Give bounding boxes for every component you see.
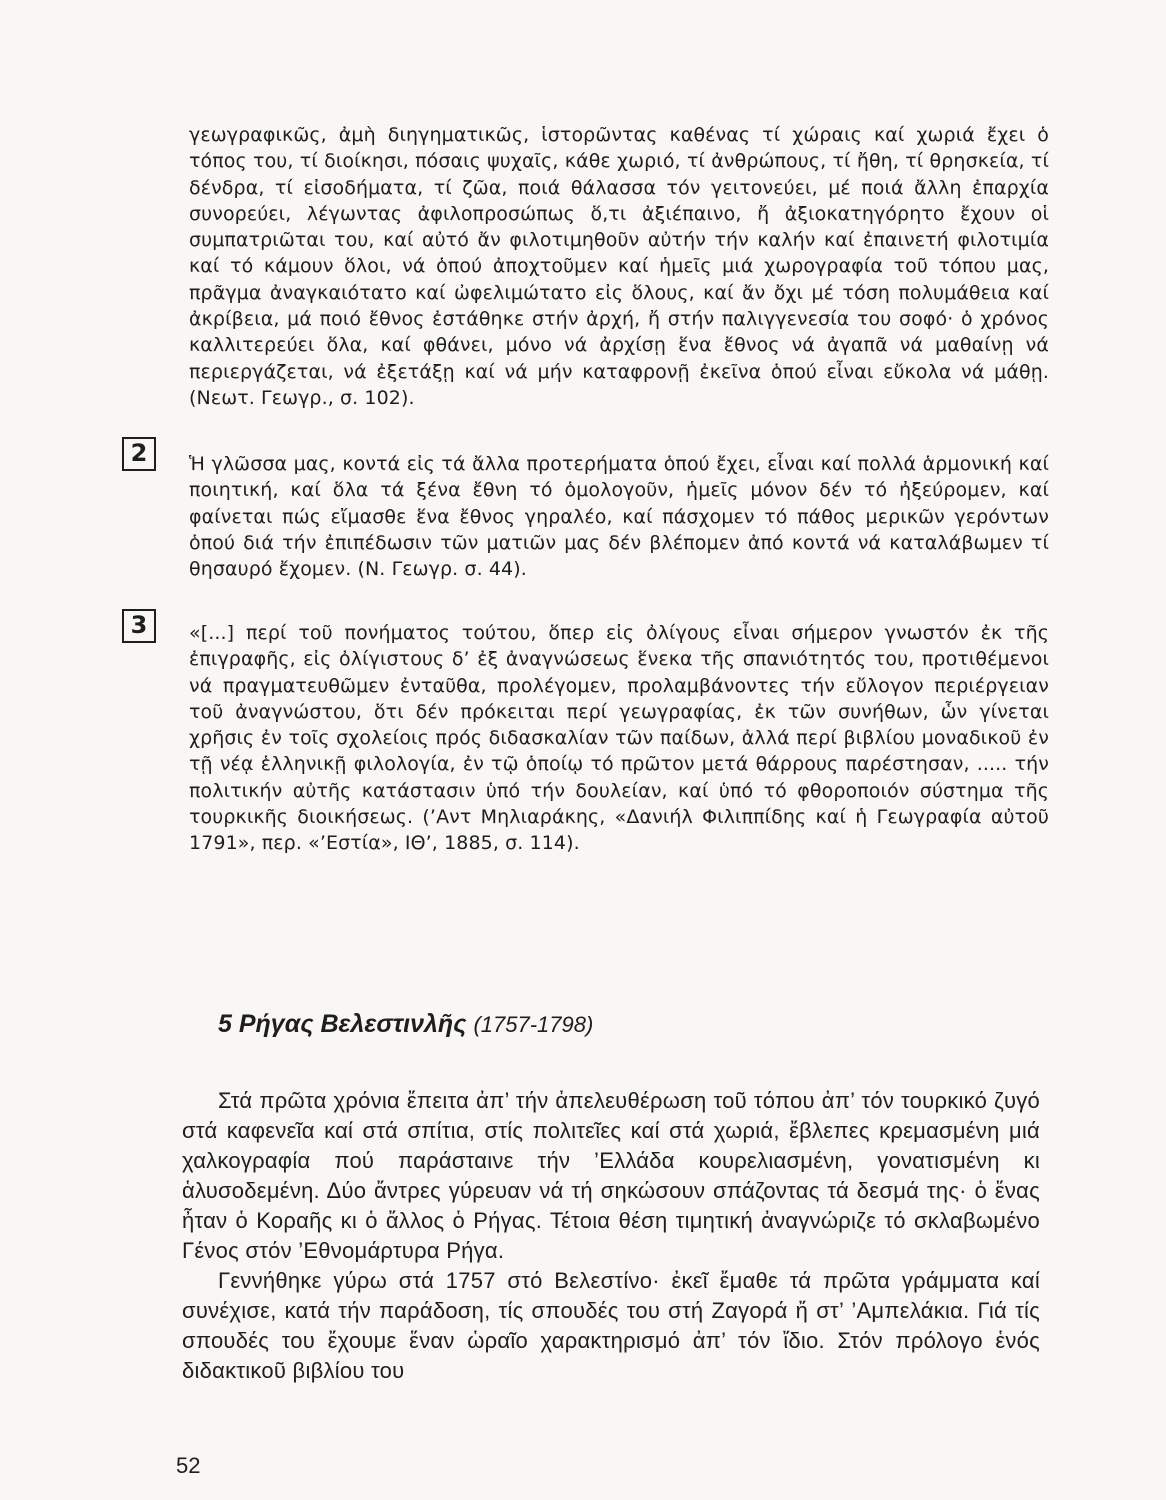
section-heading [218, 1008, 593, 1041]
page-number: 52 [176, 1453, 201, 1478]
section-title: Ρήγας Βελεστινλῆς [238, 1010, 467, 1038]
excerpt-3-text: «[...] περί τοῦ πονήματος τούτου, ὅπερ εἰς ὀλίγους εἶναι σήμερον γνωστόν ἐκ τῆς ἐπιγραφῆς, εἰς ὀλίγιστους δ’ ἐξ ἀναγνώσεως ἕνεκα τῆς σπανιότητός του, προτιθέμενοι νά πραγματευθῶμεν ἐνταῦθα, προλέγομεν, προλαμβάνοντες τήν εὔλογον περιέργειαν τοῦ ἀναγνώστου, ὅτι δέν πρόκειται περί γεωγραφίας, ἐκ τῶν συνήθων, ὧν γίνεται χρῆσις ἐν τοῖς σχολείοις πρός διδασκαλίαν τῶν παίδων, ἀλλά περί βιβλίου μοναδικοῦ ἐν τῇ νέᾳ ἑλληνικῇ φιλολογία, ἐν τῷ ὁποίῳ τό πρῶτον μετά θάρρους παρέστησαν, ..... τήν πολιτικήν αὐτῆς κατάστασιν ὑπό τήν δουλείαν, καί ὑπό τό φθοροποιόν σύστημα τῆς τουρκικῆς διοικήσεως. (’Αντ Μηλιαράκης, «Δανιήλ Φιλιππίδης καί ἡ Γεωγραφία αὐτοῦ 1791», περ. «’Εστία», ΙΘ’, 1885, σ. 114). [189, 622, 1049, 855]
body-paragraph-2: Γεννήθηκε γύρω στά 1757 στό Βελεστίνο· ἐκεῖ ἔμαθε τά πρῶτα γράμματα καί συνέχισε, κατά τήν παράδοση, τίς σπουδές του στή Ζαγορά ἤ στ’ ’Αμπελάκια. Γιά τίς σπουδές του ἔχουμε ἕναν ὡραῖο χαρακτηρισμό ἀπ’ τόν ἴδιο. Στόν πρόλογο ἑνός διδακτικοῦ βιβλίου του [182, 1268, 1040, 1383]
section-years: (1757-1798) [473, 1012, 594, 1037]
excerpt-3-number-box: 3 [122, 609, 156, 643]
excerpt-2-text: Ἡ γλῶσσα μας, κοντά εἰς τά ἄλλα προτερήματα ὁπού ἔχει, εἶναι καί πολλά ἁρμονική καί ποιητική, καί ὅλα τά ξένα ἔθνη τό ὁμολογοῦν, ἡμεῖς μόνον δέν τό ἠξεύρομεν, καί φαίνεται πώς εἴμασθε ἕνα ἔθνος γηραλέο, καί πάσχομεν τό πάθος μερικῶν γερόντων ὁπού διά τήν ἐπιπέδωσιν τῶν ματιῶν μας δέν βλέπομεν ἀπό κοντά νά καταλάβωμεν τί θησαυρό ἔχομεν. (Ν. Γεωγρ. σ. 44). [189, 453, 1049, 581]
body-paragraph-1: Στά πρῶτα χρόνια ἔπειτα ἀπ’ τήν ἀπελευθέρωση τοῦ τόπου ἀπ’ τόν τουρκικό ζυγό στά καφενεῖα καί στά σπίτια, στίς πολιτεῖες καί στά χωριά, ἔβλεπες κρεμασμένη μιά χαλκογραφία πού παράσταινε τήν ’Ελλάδα κουρελιασμένη, γονατισμένη κι ἁλυσοδεμένη. Δύο ἄντρες γύρευαν νά τή σηκώσουν σπάζοντας τά δεσμά της· ὁ ἕνας ἦταν ὁ Κοραῆς κι ὁ ἄλλος ὁ Ρήγας. Τέτοια θέση τιμητική ἀναγνώριζε τό σκλαβωμένο Γένος στόν ’Εθνομάρτυρα Ρήγα. [182, 1088, 1040, 1263]
excerpt-1-text: γεωγραφικῶς, ἀμὴ διηγηματικῶς, ἱστορῶντας καθένας τί χώραις καί χωριά ἔχει ὁ τόπος του, τί διοίκησι, πόσαις ψυχαῖς, κάθε χωριό, τί ἀνθρώπους, τί ἤθη, τί θρησκεία, τί δένδρα, τί εἰσοδήματα, τί ζῶα, ποιά θάλασσα τόν γειτονεύει, μέ ποιά ἄλλη ἐπαρχία συνορεύει, λέγωντας ἀφιλοπροσώπως ὅ,τι ἀξιέπαινο, ἤ ἀξιοκατηγόρητο ἔχουν οἱ συμπατριῶται του, καί αὐτό ἄν φιλοτιμηθοῦν αὐτήν τήν καλήν καί ἐπαινετή φιλοτιμία καί τό κάμουν ὅλοι, νά ὁπού ἀποχτοῦμεν καί ἡμεῖς μιά χωρογραφία τοῦ τόπου μας, πρᾶγμα ἀναγκαιότατο καί ὠφελιμώτατο εἰς ὅλους, καί ἄν ὄχι μέ τόση πολυμάθεια καί ἀκρίβεια, μά ποιό ἔθνος ἐστάθηκε στήν ἀρχή, ἤ στήν παλιγγενεσία του σοφό· ὁ χρόνος καλλιτερεύει ὅλα, καί φθάνει, μόνο νά ἀρχίσῃ ἕνα ἔθνος νά ἀγαπᾶ νά μαθαίνῃ νά περιεργάζεται, νά ἐξετάξῃ καί νά μήν καταφρονῇ ἐκεῖνα ὁπού εἶναι εὔκολα νά μάθῃ. (Νεωτ. Γεωγρ., σ. 102). [189, 124, 1049, 409]
section-body [182, 1086, 1040, 1386]
excerpt-2-number-box: 2 [122, 437, 156, 471]
section-number: 5 [218, 1010, 232, 1038]
